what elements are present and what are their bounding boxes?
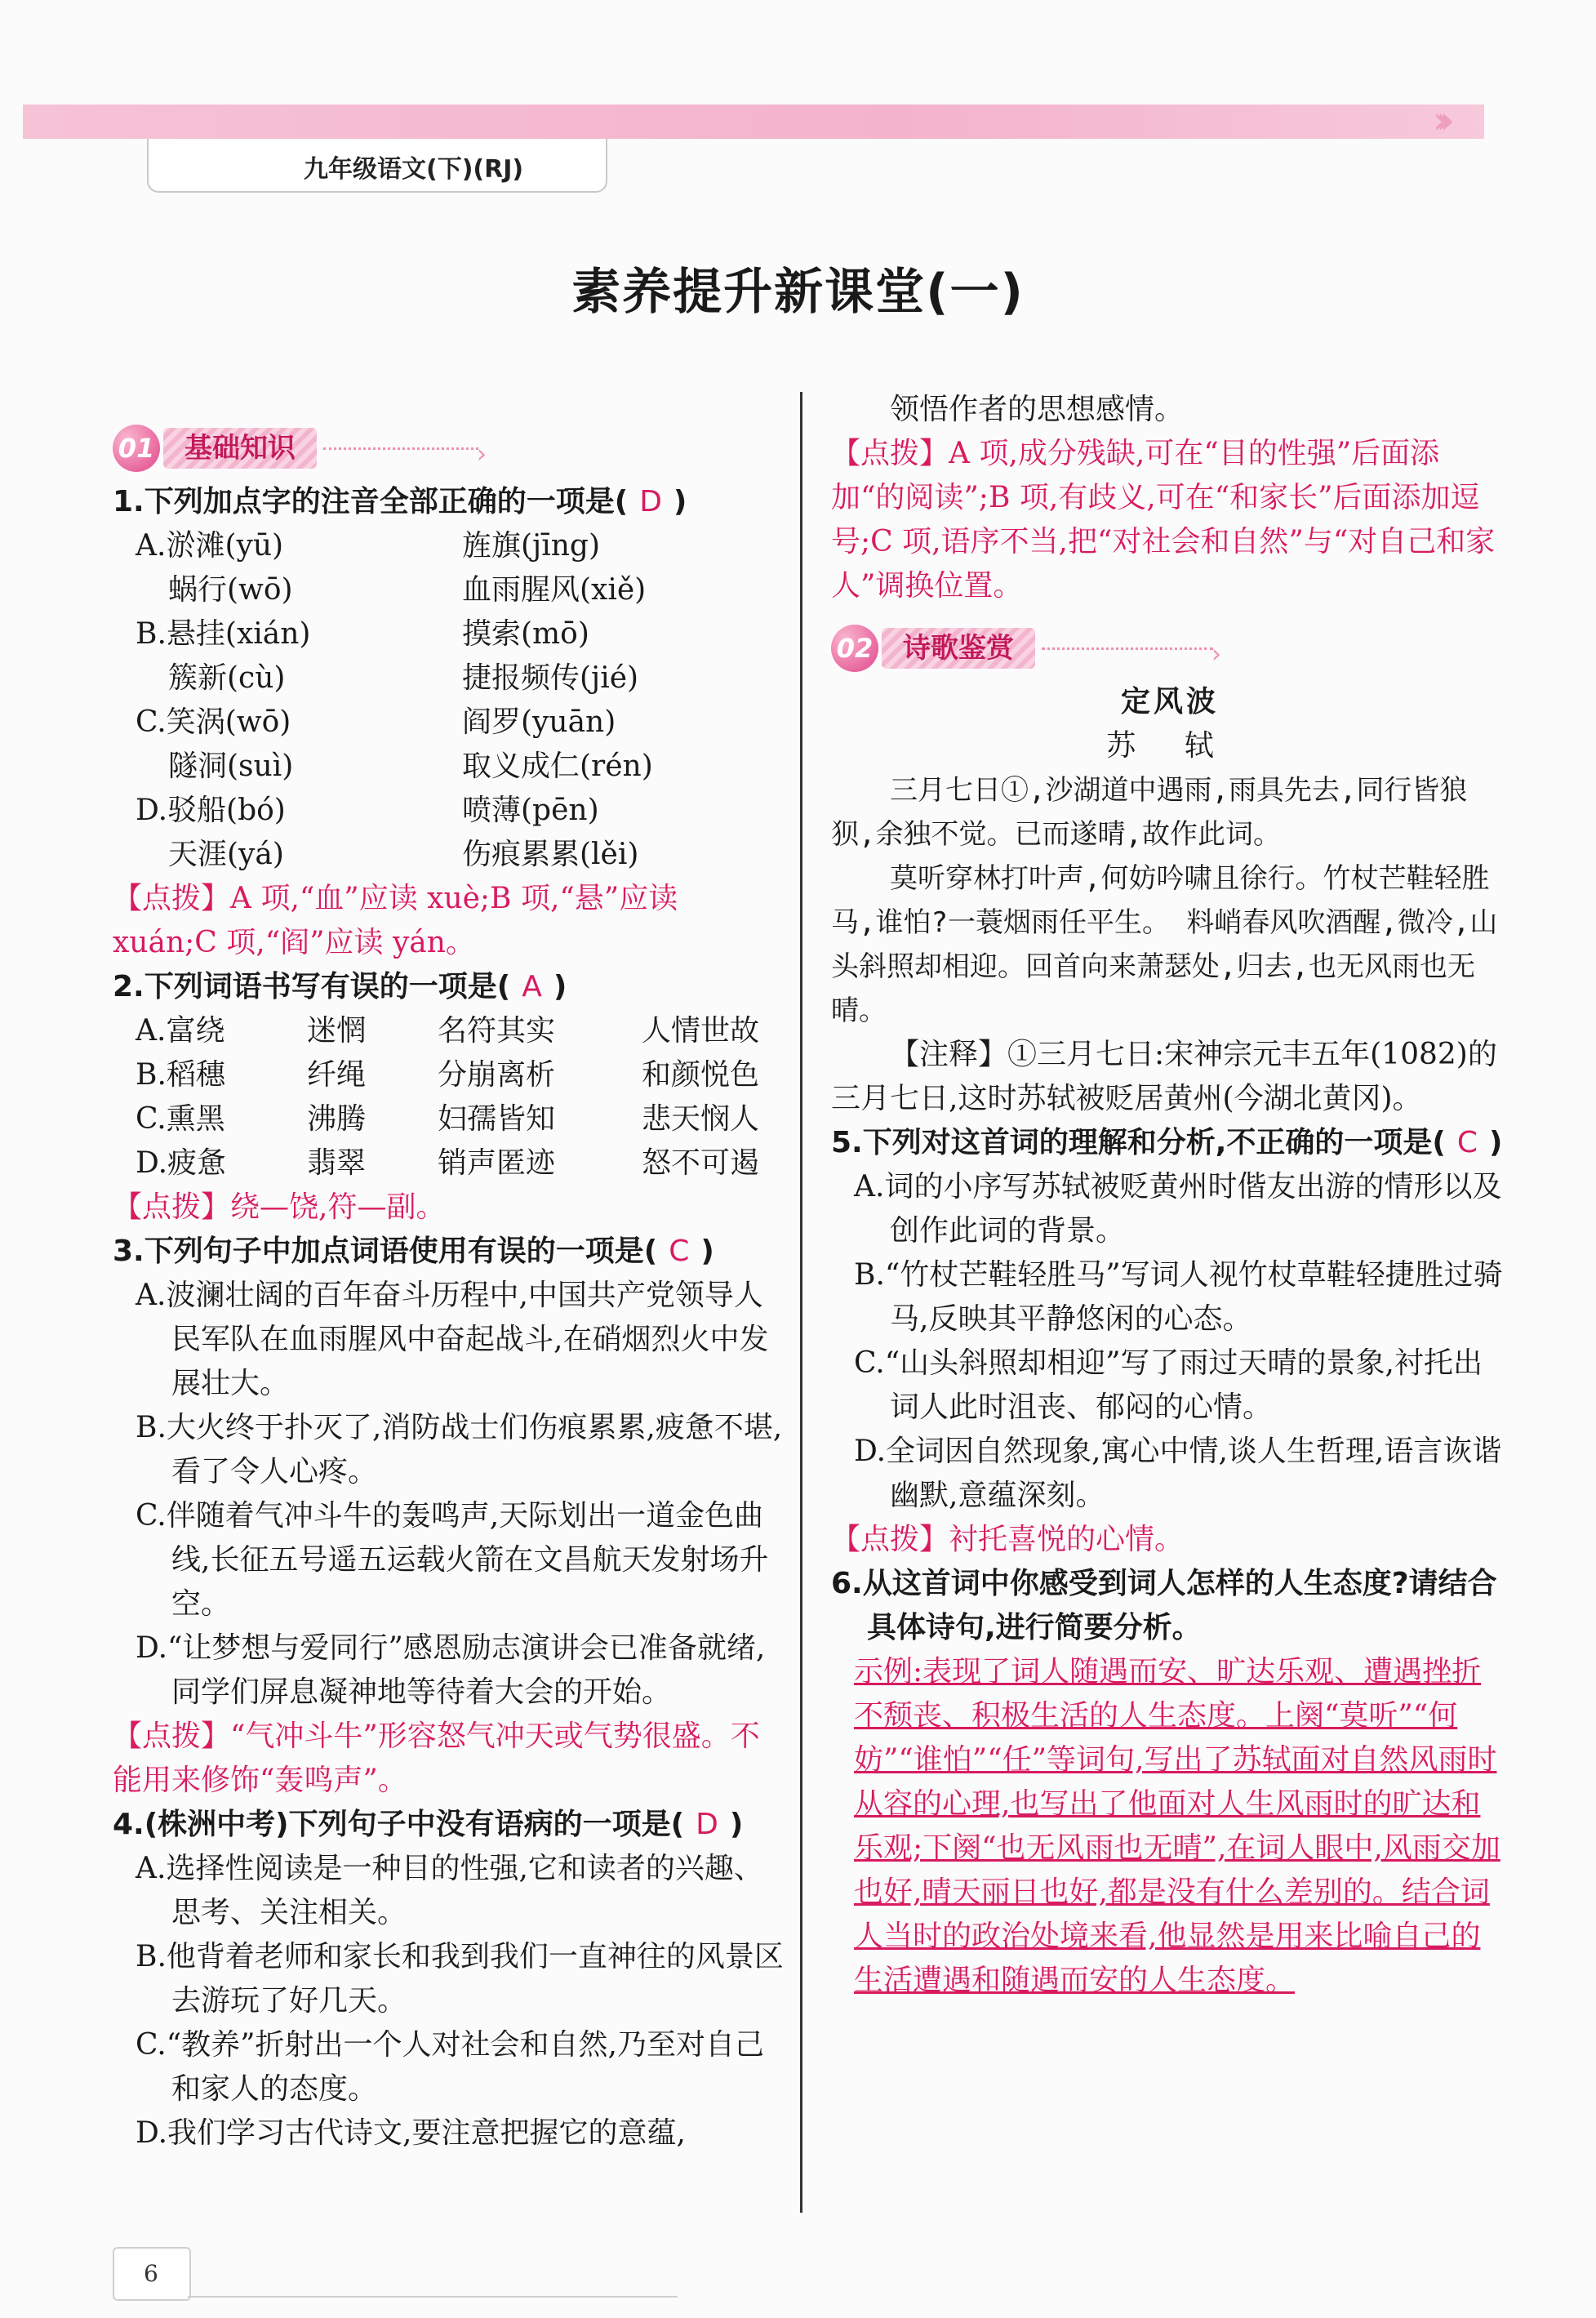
section-basic-knowledge xyxy=(113,416,784,480)
hint-5: 【点拨】衬托喜悦的心情。 xyxy=(831,1523,1185,1556)
arrow-icon: › xyxy=(477,440,487,469)
dotted-line xyxy=(1042,647,1213,650)
question-3: 3.下列句子中加点词语使用有误的一项是( C ) xyxy=(113,1235,714,1268)
book-label: 九年级语文(下)(RJ) xyxy=(304,155,524,184)
header-band xyxy=(23,105,1484,139)
q5-option-d: D.全词因自然现象,寓心中情,谈人生哲理,语言诙谐幽默,意蕴深刻。 xyxy=(854,1435,1502,1512)
q4-option-c: C.“教养”折射出一个人对社会和自然,乃至对自己和家人的态度。 xyxy=(136,2028,764,2106)
section-label: 基础知识 xyxy=(163,428,317,469)
q4-option-a: A.选择性阅读是一种目的性强,它和读者的兴趣、思考、关注相关。 xyxy=(136,1852,763,1929)
right-column xyxy=(831,388,1509,2003)
poem-preface: 三月七日①,沙湖道中遇雨,雨具先去,同行皆狼狈,余独不觉。已而遂晴,故作此词。 xyxy=(831,774,1468,851)
question-5: 5.下列对这首词的理解和分析,不正确的一项是( C ) xyxy=(831,1126,1503,1159)
hint-1: 【点拨】A 项,“血”应读 xuè;B 项,“悬”应读 xuán;C 项,“阎”应读 yán。 xyxy=(113,882,678,959)
answer-4: D xyxy=(696,1808,718,1841)
q3-option-d: D.“让梦想与爱同行”感恩励志演讲会已准备就绪,同学们屏息凝神地等待着大会的开始。 xyxy=(136,1631,766,1709)
q5-option-c: C.“山头斜照却相迎”写了雨过天晴的景象,衬托出词人此时沮丧、郁闷的心情。 xyxy=(854,1346,1483,1424)
answer-5: C xyxy=(1456,1126,1478,1159)
answer-6-example: 示例:表现了词人随遇而安、旷达乐观、遭遇挫折不颓丧、积极生活的人生态度。上阕“莫听”“何妨”“谁怕”“任”等词句,写出了苏轼面对自然风雨时从容的心理,也写出了他面对人生风雨时的旷达和乐观;下阕“也无风雨也无晴”,在词人眼中,风雨交加也好,晴天丽日也好,都是没有什么差别的。结合词人当时的政治处境来看,他显然是用来比喻自己的生活遭遇和随遇而安的人生态度。 xyxy=(854,1655,1500,1997)
page-number: 6 xyxy=(144,2260,158,2287)
q1-options: A.淤滩(yū) 旌旗(jīng) 蜗行(wō) 血雨腥风(xiě) B.悬挂(xián) 摸索(mō) 簇新(cù) 捷报频传(jié) C.笑涡(wō) 阎罗(yuān) 隧洞(suì) 取义成仁(rén) D.驳船(bó) 喷薄(pēn) 天涯(yá) 伤痕累累(lěi) xyxy=(136,529,653,871)
q4-option-d-continued: 领悟作者的思想感情。 xyxy=(890,393,1185,426)
column-divider xyxy=(800,392,802,2213)
page-number-box xyxy=(113,2247,191,2301)
arrow-icon: › xyxy=(1211,640,1221,669)
q3-option-b: B.大火终于扑灭了,消防战士们伤痕累累,疲惫不堪,看了令人心疼。 xyxy=(136,1411,783,1488)
question-6: 6.从这首词中你感受到词人怎样的人生态度?请结合具体诗句,进行简要分析。 xyxy=(831,1567,1497,1644)
answer-1: D xyxy=(639,485,662,518)
section-number-badge: 01 xyxy=(113,425,160,472)
section-number-badge: 02 xyxy=(831,625,878,672)
answer-2: A xyxy=(522,970,542,1003)
q5-option-b: B.“竹杖芒鞋轻胜马”写词人视竹杖草鞋轻捷胜过骑马,反映其平静悠闲的心态。 xyxy=(854,1258,1503,1336)
section-label: 诗歌鉴赏 xyxy=(882,628,1035,669)
q3-option-a: A.波澜壮阔的百年奋斗历程中,中国共产党领导人民军队在血雨腥风中奋起战斗,在硝烟烈火中发展壮大。 xyxy=(136,1279,769,1400)
poem-title: 定风波 xyxy=(1120,685,1219,719)
footer-line xyxy=(188,2296,678,2298)
poem-body: 莫听穿林打叶声,何妨吟啸且徐行。竹杖芒鞋轻胜马,谁怕?一蓑烟雨任平生。 料峭春风吹酒醒,微冷,山头斜照却相迎。回首向来萧瑟处,归去,也无风雨也无晴。 xyxy=(831,862,1498,1027)
question-4: 4.(株洲中考)下列句子中没有语病的一项是( D ) xyxy=(113,1808,744,1841)
header-arrows-icon: ››› xyxy=(1433,98,1444,142)
question-2: 2.下列词语书写有误的一项是( A ) xyxy=(113,970,567,1003)
question-1: 1.下列加点字的注音全部正确的一项是( D ) xyxy=(113,485,687,518)
answer-3: C xyxy=(669,1235,690,1268)
dotted-line xyxy=(323,447,478,450)
poem-author: 苏 轼 xyxy=(1106,729,1234,763)
hint-4: 【点拨】A 项,成分残缺,可在“目的性强”后面添加“的阅读”;B 项,有歧义,可在“和家长”后面添加逗号;C 项,语序不当,把“对社会和自然”与“对自己和家人”调换位置。 xyxy=(831,437,1496,603)
section-poetry-appreciation xyxy=(831,616,1509,680)
q2-options: A.富绕 迷惘 名符其实 人情世故 B.稻穗 纤绳 分崩离析 和颜悦色 C.熏黑 沸腾 妇孺皆知 悲天悯人 D.疲惫 翡翠 销声匿迹 怒不可遏 xyxy=(136,1014,760,1180)
header-tab xyxy=(147,139,607,193)
hint-2: 【点拨】绕—饶,符—副。 xyxy=(113,1190,446,1224)
hint-3: 【点拨】“气冲斗牛”形容怒气冲天或气势很盛。不能用来修饰“轰鸣声”。 xyxy=(113,1720,760,1797)
q4-option-d: D.我们学习古代诗文,要注意把握它的意蕴, xyxy=(136,2116,686,2150)
left-column xyxy=(113,416,784,2156)
q3-option-c: C.伴随着气冲斗牛的轰鸣声,天际划出一道金色曲线,长征五号遥五运载火箭在文昌航天发射场升空。 xyxy=(136,1499,769,1621)
q5-option-a: A.词的小序写苏轼被贬黄州时偕友出游的情形以及创作此词的背景。 xyxy=(854,1170,1502,1248)
q4-option-b: B.他背着老师和家长和我到我们一直神往的风景区去游玩了好几天。 xyxy=(136,1940,784,2018)
page-title: 素养提升新课堂(一) xyxy=(571,264,1025,321)
poem-note: 【注释】①三月七日:宋神宗元丰五年(1082)的三月七日,这时苏轼被贬居黄州(今湖北黄冈)。 xyxy=(831,1038,1497,1115)
